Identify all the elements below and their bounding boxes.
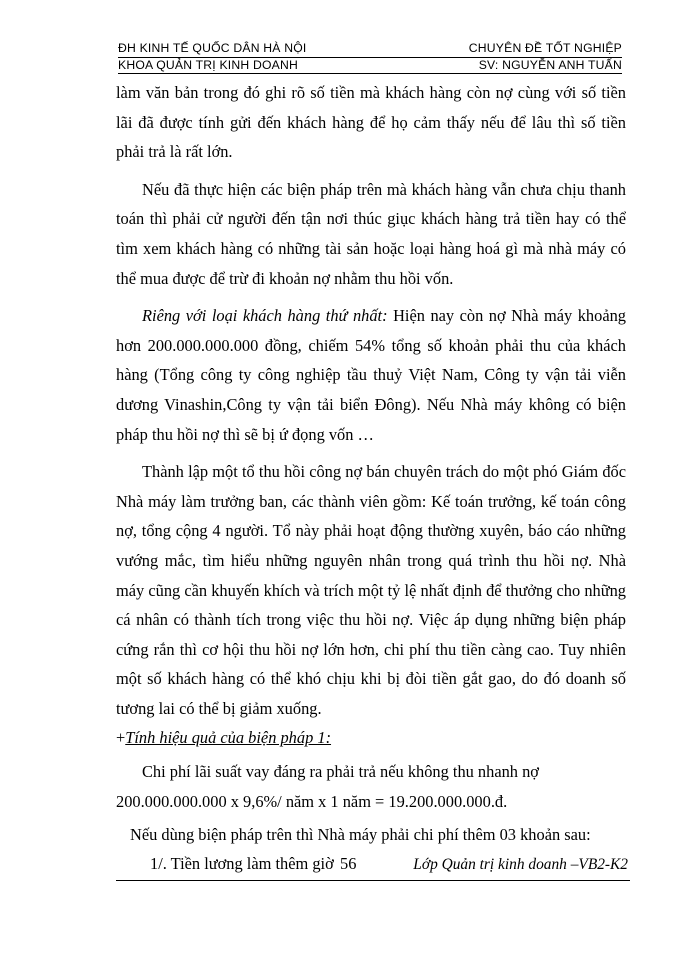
paragraph-4: Thành lập một tổ thu hồi công nợ bán chuyên trách do một phó Giám đốc Nhà máy làm trưởng ban, các thành viên gồm: Kế toán trưởng, kế toán công nợ, tổng cộng 4 người. Tổ này phải hoạt động thường xuyên, báo cáo những vướng mắc, tìm hiểu những nguyên nhân trong quá trình thu hồi nợ. Nhà máy cũng cần khuyến khích và trích một tỷ lệ nhất định để thưởng cho những cá nhân có thành tích trong việc thu hồi nợ. Việc áp dụng những biện pháp cứng rắn thì cơ hội thu hồi nợ lớn hơn, chi phí thu tiền càng cao. Tuy nhiên một số khách hàng có thể khó chịu khi bị đòi tiền gắt gao, do đó doanh số tương lai có thể bị giảm xuống. [116, 462, 626, 718]
footer-class-label: Lớp Quản trị kinh doanh –VB2-K2 [413, 856, 628, 873]
section-heading [116, 723, 626, 753]
header-row-2 [118, 58, 622, 73]
footer-rule [116, 880, 630, 881]
paragraph-3-text: Hiện nay còn nợ Nhà máy khoảng hơn 200.000.000.000 đồng, chiếm 54% tổng số khoản phải thu của khách hàng (Tổng công ty công nghiệp tầu thuỷ Việt Nam, Công ty vận tải viễn dương Vinashin,Công ty vận tải biển Đông). Nếu Nhà máy không có biện pháp thu hồi nợ thì sẽ bị ứ đọng vốn … [116, 306, 626, 444]
paragraph-6: Chi phí lãi suất vay đáng ra phải trả nếu không thu nhanh nợ [142, 762, 539, 782]
list-item-overtime: 1/. Tiền lương làm thêm giờ [150, 854, 334, 873]
section-heading-text: Tính hiệu quả của biện pháp 1: [125, 728, 332, 748]
page-number: 56 [340, 854, 357, 873]
paragraph-8: Nếu dùng biện pháp trên thì Nhà máy phải chi phí thêm 03 khoản sau: [130, 825, 591, 845]
header-report-type: CHUYÊN ĐỀ TỐT NGHIỆP [468, 41, 622, 55]
document-body [116, 78, 626, 850]
header-student: SV: NGUYỄN ANH TUẤN [478, 58, 622, 72]
header-row-1 [118, 41, 622, 56]
paragraph-1: làm văn bản trong đó ghi rõ số tiền mà khách hàng còn nợ cùng với số tiền lãi đã được tính gửi đến khách hàng để họ cảm thấy nếu để lâu thì số tiền phải trả là rất lớn. [116, 83, 626, 162]
section-heading-plus: + [116, 728, 126, 748]
paragraph-7-formula: 200.000.000.000 x 9,6%/ năm x 1 năm = 19.200.000.000.đ. [116, 791, 508, 811]
paragraph-3 [116, 301, 626, 449]
header-university: ĐH KINH TẾ QUỐC DÂN HÀ NỘI [118, 41, 307, 55]
header-rule-bottom [118, 73, 622, 74]
header-faculty: KHOA QUẢN TRỊ KINH DOANH [118, 58, 298, 72]
page-header [118, 41, 622, 74]
paragraph-3-lead: Riêng với loại khách hàng thứ nhất: [142, 306, 388, 326]
page-footer [116, 854, 630, 880]
paragraph-2: Nếu đã thực hiện các biện pháp trên mà khách hàng vẫn chưa chịu thanh toán thì phải cử người đến tận nơi thúc giục khách hàng trả tiền hay có thể tìm xem khách hàng có những tài sản hoặc loại hàng hoá gì mà nhà máy có thể mua được để trừ đi khoản nợ nhằm thu hồi vốn. [116, 179, 626, 288]
